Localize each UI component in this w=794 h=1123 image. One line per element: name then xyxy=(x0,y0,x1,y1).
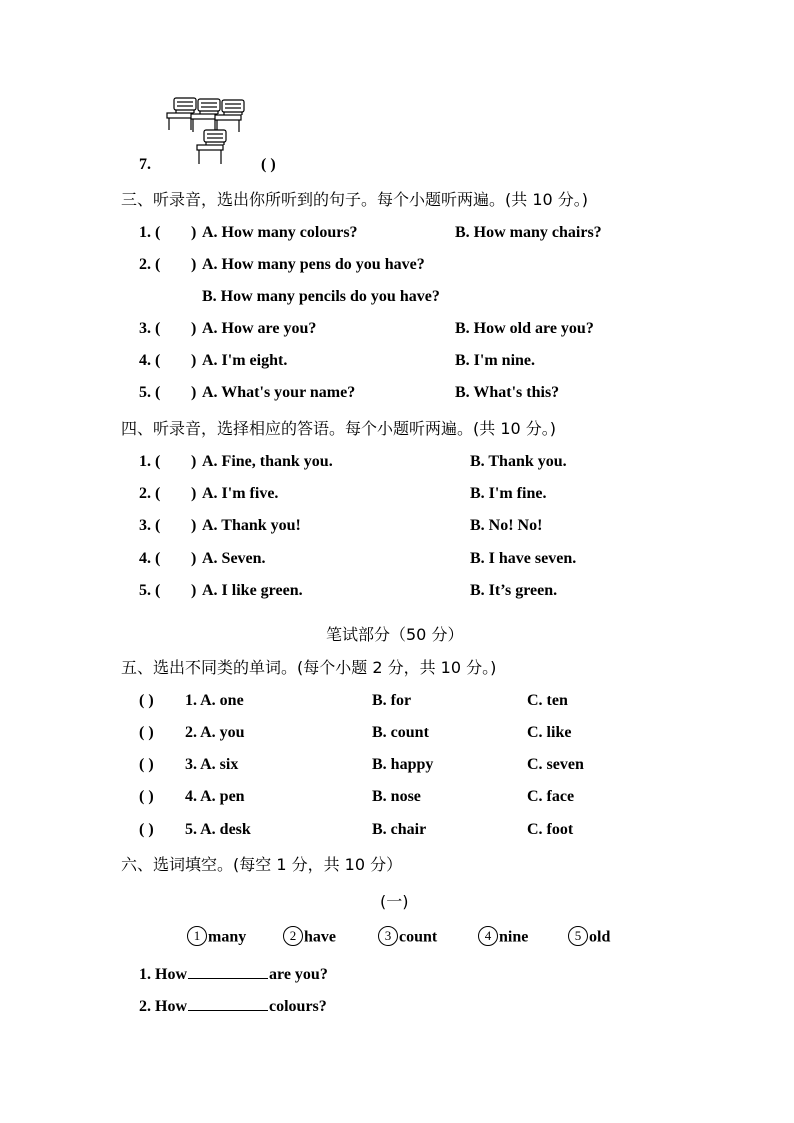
word-bank xyxy=(187,928,610,948)
section-4-title: 四、听录音，选择相应的答语。每个小题听两遍。(共 10 分。) xyxy=(121,419,557,438)
s4-item-3-close: ) xyxy=(191,517,197,534)
s3-item-5-option-a: A. What's your name? xyxy=(202,384,356,401)
s3-item-3-option-a: A. How are you? xyxy=(202,320,317,337)
s3-item-4-option-b: B. I'm nine. xyxy=(455,352,536,369)
s5-item-1-option-a: 1. A. one xyxy=(185,692,244,709)
s5-item-5-option-c: C. foot xyxy=(527,821,574,838)
s5-item-3-option-b: B. happy xyxy=(372,756,434,773)
question-7-answer-paren[interactable]: ( ) xyxy=(261,156,276,173)
chairs-image xyxy=(164,96,250,168)
s3-item-2-close: ) xyxy=(191,256,197,273)
s3-item-1-option-a: A. How many colours? xyxy=(202,224,358,241)
s5-item-2-option-b: B. count xyxy=(372,724,429,741)
s6-sentence-2-before: How xyxy=(155,998,187,1015)
s3-item-2-option-a: A. How many pens do you have? xyxy=(202,256,425,273)
s5-item-3-option-a: 3. A. six xyxy=(185,756,239,773)
s6-sentence-2-after: colours? xyxy=(269,998,327,1015)
s5-item-4-paren[interactable]: ( ) xyxy=(139,788,154,805)
s3-item-4-close: ) xyxy=(191,352,197,369)
s5-item-2-option-a: 2. A. you xyxy=(185,724,245,741)
s3-item-4-num[interactable]: 4. ( xyxy=(139,352,161,369)
s3-item-5-option-b: B. What's this? xyxy=(455,384,560,401)
s4-item-3-option-b: B. No! No! xyxy=(470,517,543,534)
s4-item-2-option-b: B. I'm fine. xyxy=(470,485,547,502)
s5-item-1-paren[interactable]: ( ) xyxy=(139,692,154,709)
word-bank-item xyxy=(568,928,610,948)
word-bank-item xyxy=(478,928,568,948)
s6-sentence-2 xyxy=(139,996,327,1016)
s6-sentence-1-before: How xyxy=(155,966,187,983)
s3-item-2-num[interactable]: 2. ( xyxy=(139,256,161,273)
section-6-title: 六、选词填空。(每空 1 分，共 10 分） xyxy=(121,855,403,874)
s5-item-1-option-c: C. ten xyxy=(527,692,568,709)
s4-item-5-option-b: B. It’s green. xyxy=(470,582,558,599)
fill-blank[interactable] xyxy=(188,996,268,1011)
s3-item-5-num[interactable]: 5. ( xyxy=(139,384,161,401)
s5-item-1-option-b: B. for xyxy=(372,692,412,709)
section-3-title: 三、听录音，选出你所听到的句子。每个小题听两遍。(共 10 分。) xyxy=(121,190,589,209)
s4-item-4-close: ) xyxy=(191,550,197,567)
s5-item-2-paren[interactable]: ( ) xyxy=(139,724,154,741)
fill-blank[interactable] xyxy=(188,964,268,979)
word-bank-item xyxy=(283,928,378,948)
circled-number: 2 xyxy=(283,926,303,946)
s6-sentence-1-num: 1. xyxy=(139,966,151,983)
s6-sentence-1-after: are you? xyxy=(269,966,328,983)
question-7-number: 7. xyxy=(139,156,151,173)
word-bank-word: nine xyxy=(499,928,529,946)
word-bank-word: many xyxy=(208,928,247,946)
circled-number: 1 xyxy=(187,926,207,946)
s4-item-3-num[interactable]: 3. ( xyxy=(139,517,161,534)
s5-item-4-option-a: 4. A. pen xyxy=(185,788,245,805)
s5-item-5-paren[interactable]: ( ) xyxy=(139,821,154,838)
circled-number: 5 xyxy=(568,926,588,946)
s3-item-4-option-a: A. I'm eight. xyxy=(202,352,288,369)
s3-item-1-option-b: B. How many chairs? xyxy=(455,224,602,241)
s4-item-4-option-b: B. I have seven. xyxy=(470,550,577,567)
word-bank-word: have xyxy=(304,928,336,946)
s5-item-3-paren[interactable]: ( ) xyxy=(139,756,154,773)
s4-item-1-option-a: A. Fine, thank you. xyxy=(202,453,333,470)
s5-item-4-option-c: C. face xyxy=(527,788,575,805)
written-part-title: 笔试部分（50 分） xyxy=(326,625,464,644)
s4-item-4-option-a: A. Seven. xyxy=(202,550,266,567)
s3-item-1-close: ) xyxy=(191,224,197,241)
word-bank-word: old xyxy=(589,928,611,946)
section-6-subtitle: (一) xyxy=(380,892,409,911)
s4-item-2-option-a: A. I'm five. xyxy=(202,485,279,502)
s4-item-5-close: ) xyxy=(191,582,197,599)
s5-item-5-option-a: 5. A. desk xyxy=(185,821,251,838)
s5-item-3-option-c: C. seven xyxy=(527,756,584,773)
s5-item-5-option-b: B. chair xyxy=(372,821,427,838)
s4-item-2-close: ) xyxy=(191,485,197,502)
s4-item-5-num[interactable]: 5. ( xyxy=(139,582,161,599)
word-bank-word: count xyxy=(399,928,438,946)
s3-item-2-option-b: B. How many pencils do you have? xyxy=(202,288,440,305)
s5-item-2-option-c: C. like xyxy=(527,724,572,741)
word-bank-item xyxy=(378,928,478,948)
circled-number: 3 xyxy=(378,926,398,946)
s5-item-4-option-b: B. nose xyxy=(372,788,421,805)
word-bank-item xyxy=(187,928,283,948)
s4-item-1-num[interactable]: 1. ( xyxy=(139,453,161,470)
s6-sentence-1 xyxy=(139,964,328,984)
s3-item-3-close: ) xyxy=(191,320,197,337)
s3-item-3-num[interactable]: 3. ( xyxy=(139,320,161,337)
s4-item-4-num[interactable]: 4. ( xyxy=(139,550,161,567)
s6-sentence-2-num: 2. xyxy=(139,998,151,1015)
s3-item-1-num[interactable]: 1. ( xyxy=(139,224,161,241)
s3-item-3-option-b: B. How old are you? xyxy=(455,320,594,337)
s4-item-2-num[interactable]: 2. ( xyxy=(139,485,161,502)
s3-item-5-close: ) xyxy=(191,384,197,401)
s4-item-1-option-b: B. Thank you. xyxy=(470,453,567,470)
section-5-title: 五、选出不同类的单词。(每个小题 2 分，共 10 分。) xyxy=(121,658,497,677)
circled-number: 4 xyxy=(478,926,498,946)
s4-item-1-close: ) xyxy=(191,453,197,470)
s4-item-5-option-a: A. I like green. xyxy=(202,582,303,599)
s4-item-3-option-a: A. Thank you! xyxy=(202,517,301,534)
